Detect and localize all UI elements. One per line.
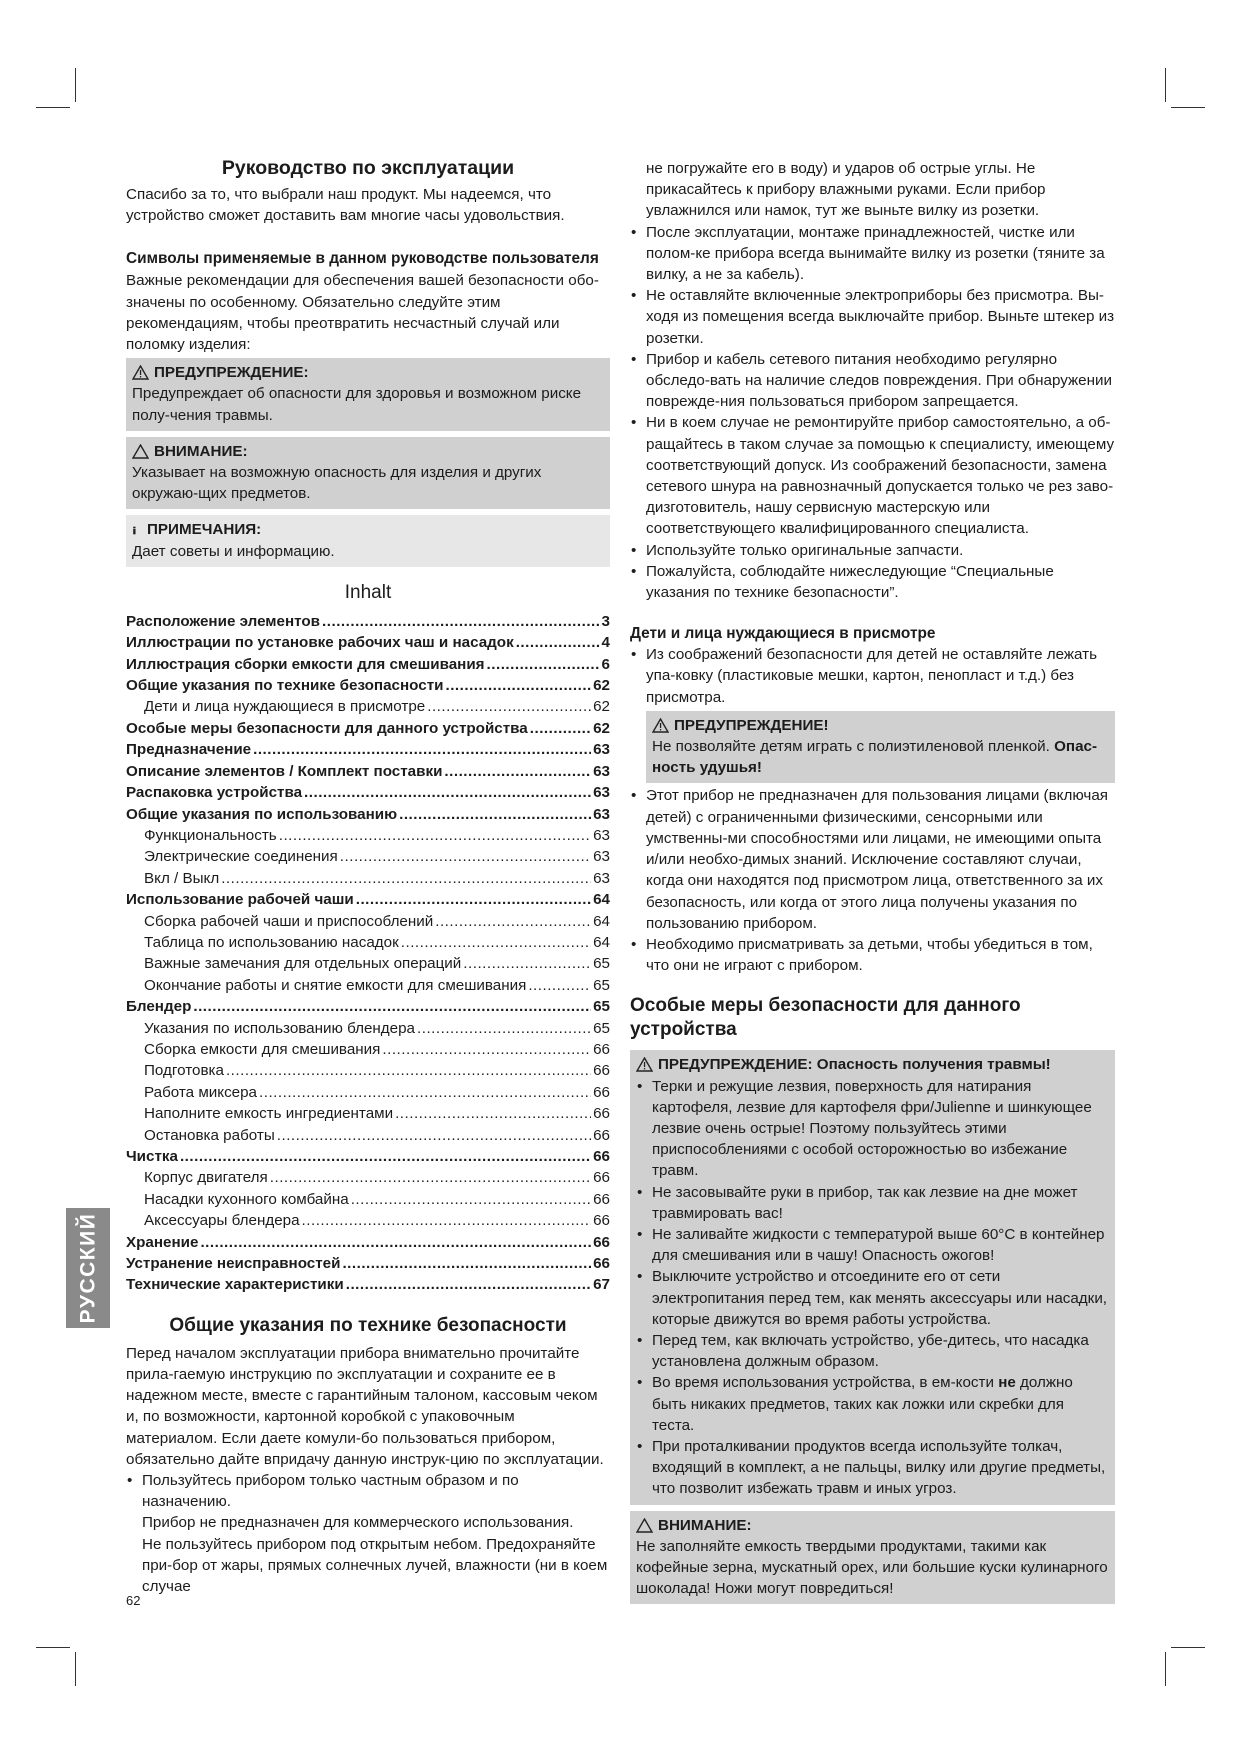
children-bullet-list (630, 785, 1115, 976)
toc-page-number: 64 (593, 891, 610, 909)
toc-row (126, 996, 610, 1017)
toc-dot-leader (382, 1039, 591, 1060)
toc-page-number: 62 (593, 698, 610, 716)
toc-dot-leader (401, 932, 591, 953)
toc-dot-leader (277, 1125, 591, 1146)
safety-bullet-1: Пользуйтесь прибором только частным образом и по назначению. (142, 1472, 519, 1511)
toc-entry-title: Чистка (126, 1148, 178, 1165)
toc-dot-leader (530, 718, 591, 739)
toc-entry-title: Работа миксера (144, 1083, 258, 1101)
toc-page-number: 66 (593, 1083, 610, 1101)
toc-dot-leader (253, 739, 591, 760)
caution-box (126, 437, 610, 510)
toc-page-number: 63 (593, 826, 610, 844)
toc-entry-title: Распаковка устройства (126, 784, 303, 802)
toc-entry-title: Иллюстрация сборки емкости для смешивания (126, 655, 485, 673)
children-warning-text (652, 736, 1109, 778)
toc-page-number: 66 (593, 1233, 610, 1251)
list-item: • При проталкивании продуктов всегда используйте толкач, входящий в комплект, а не пальцы, вилку или другие предметы, что позволит избежать травм и иных угроз. (636, 1436, 1109, 1500)
caution-text: Указывает на возможную опасность для изделия и других окружаю-щих предметов. (132, 464, 542, 503)
page-number: 62 (126, 1593, 141, 1608)
symbols-text: Важные рекомендации для обеспечения вашей безопасности обо-значены по особенному. Обязательно следуйте этим рекомендациям, чтобы преотвратить несчастный случай или поломку изделия: (126, 272, 599, 354)
toc-entry-title: Предназначение (126, 741, 252, 759)
language-side-tab (66, 1208, 110, 1328)
toc-entry-title: Вкл / Выкл (144, 869, 220, 887)
list-item: • Из соображений безопасности для детей не оставляйте лежать упа-ковку (пластиковые мешки, картон, пенопласт и т.д.) без присмотра. (630, 644, 1115, 708)
toc-dot-leader (427, 696, 591, 717)
crop-mark-bottom-left-h (36, 1647, 70, 1648)
crop-mark-bottom-left-v (75, 1652, 76, 1686)
toc-entry-title: Общие указания по использованию (126, 805, 398, 823)
toc-entry-title: Особые меры безопасности для данного устройства (126, 719, 528, 737)
toc-page-number: 66 (593, 1040, 610, 1058)
safety-intro: Перед началом эксплуатации прибора внимательно прочитайте прила-гаемую инструкцию по эксплуатации и сохраните ее в надежном месте, вместе с гарантийным талоном, кассовым чеком и, по возможности, картонной коробкой с упаковочным материалом. Если даете комули-бо пользоваться прибором, обязательно дайте впридачу данную инструк-цию по эксплуатации. (126, 1344, 604, 1468)
safety-bullet-1-line2: Прибор не предназначен для коммерческого использования. (142, 1514, 574, 1532)
toc-row (126, 1210, 610, 1231)
warning-triangle-icon (132, 365, 149, 380)
toc-dot-leader (180, 1146, 591, 1167)
toc-page-number: 66 (593, 1169, 610, 1187)
toc-dot-leader (435, 911, 591, 932)
note-box-title (132, 519, 604, 540)
toc-page-number: 66 (593, 1126, 610, 1144)
warning-box-title (132, 362, 604, 383)
toc-entry-title: Указания по использованию блендера (144, 1019, 416, 1037)
toc-dot-leader (395, 1103, 591, 1124)
toc-page-number: 62 (593, 677, 610, 695)
toc-row (126, 739, 610, 760)
toc-dot-leader (417, 1018, 591, 1039)
list-item: • После эксплуатации, монтаже принадлежностей, чистке или полом-ке прибора всегда вынимайте вилку из розетки (тяните за вилку, а не за кабель). (630, 222, 1115, 286)
special-bullet-list-tail (636, 1372, 1109, 1499)
list-item: • Ни в коем случае не ремонтируйте прибор самостоятельно, а об-ращайтесь в таком случае за помощью к специалисту, имеющему соответствующий допуск. Из соображений безопасности, замена сетевого шнура на равнозначный допускается только че рез заво-дизготовитель, нашу сервисную мастерскую или соответствующего квалифицированного специалиста. (630, 412, 1115, 539)
toc-page-number: 65 (593, 976, 610, 994)
toc-dot-leader (270, 1167, 591, 1188)
toc-entry-title: Функциональность (144, 826, 277, 844)
list-item: • Выключите устройство и отсоедините его от сети электропитания перед тем, как менять аксессуары или насадки, которые движутся во время работы устройства. (636, 1266, 1109, 1330)
toc-entry-title: Использование рабочей чаши (126, 891, 354, 909)
list-item: • Необходимо присматривать за детьми, чтобы убедиться в том, что они не играют с прибором. (630, 934, 1115, 976)
list-item: • Перед тем, как включать устройство, убе-дитесь, что насадка установлена должным образом. (636, 1330, 1109, 1372)
toc-entry-title: Важные замечания для отдельных операций (144, 955, 462, 973)
toc-dot-leader (346, 1274, 591, 1295)
toc-entry-title: Корпус двигателя (144, 1169, 268, 1187)
toc-page-number: 63 (593, 869, 610, 887)
right-caution-text: Не заполняйте емкость твердыми продуктами, такими как кофейные зерна, мускатный орех, или большие куски кулинарного шоколада! Ножи могут повредиться! (636, 1537, 1108, 1598)
toc-dot-leader (516, 632, 600, 653)
toc-entry-title: Хранение (126, 1233, 199, 1251)
right-caution-title (636, 1515, 1109, 1536)
toc-row (126, 1082, 610, 1103)
safety-title: Общие указания по технике безопасности (169, 1314, 567, 1336)
toc-row (126, 696, 610, 717)
info-icon (132, 523, 142, 538)
toc-row (126, 1018, 610, 1039)
toc-page-number: 65 (593, 955, 610, 973)
toc-page-number: 66 (593, 1212, 610, 1230)
toc-dot-leader (342, 1253, 591, 1274)
special-title: Особые меры безопасности для данного устройства (630, 995, 1021, 1041)
toc-page-number: 64 (593, 933, 610, 951)
toc-entry-title: Сборка рабочей чаши и приспособлений (144, 912, 434, 930)
children-warning-emphasis: Опас-ность удушья! (652, 738, 1098, 777)
toc-row (126, 1274, 610, 1295)
toc-row (126, 1039, 610, 1060)
safety-list (126, 1470, 610, 1597)
warning-text: Предупреждает об опасности для здоровья и возможном риске полу-чения травмы. (132, 385, 582, 424)
toc-page-number: 66 (593, 1190, 610, 1208)
toc-dot-leader (444, 761, 591, 782)
toc-row (126, 953, 610, 974)
toc-dot-leader (302, 1210, 592, 1231)
toc-page-number: 62 (593, 719, 610, 737)
list-item (636, 1372, 1109, 1436)
toc-page-number: 63 (593, 762, 610, 780)
list-item: • Используйте только оригинальные запчасти. (630, 540, 1115, 561)
list-item: • Терки и режущие лезвия, поверхность для натирания картофеля, лезвие для картофеля фри/Julienne и шинкующее лезвие очень острые! Поэтому пользуйтесь этими приспособлениями с особой осторожностью во избежание травм. (636, 1076, 1109, 1182)
special-warning-box (630, 1050, 1115, 1504)
list-item: • Не заливайте жидкости с температурой выше 60°C в контейнер для смешивания или в чашу! Опасность ожогов! (636, 1224, 1109, 1266)
toc-row (126, 632, 610, 653)
toc-page-number: 65 (593, 1019, 610, 1037)
left-column (126, 156, 610, 1597)
toc-entry-title: Сборка емкости для смешивания (144, 1040, 381, 1058)
toc-row (126, 1253, 610, 1274)
toc-dot-leader (226, 1060, 591, 1081)
special-bullet-6-end: должно быть никаких предметов, таких как ложки или скребки для теста. (652, 1374, 1073, 1434)
toc-row (126, 975, 610, 996)
toc-dot-leader (193, 996, 591, 1017)
toc-entry-title: Дети и лица нуждающиеся в присмотре (144, 698, 426, 716)
toc-title: Inhalt (344, 581, 392, 603)
caution-triangle-icon (636, 1518, 653, 1533)
toc-row (126, 911, 610, 932)
toc-page-number: 66 (593, 1148, 610, 1165)
warning-triangle-icon (636, 1057, 653, 1072)
caution-label: ВНИМАНИЕ: (154, 442, 248, 460)
list-item: • Этот прибор не предназначен для пользования лицами (включая детей) с ограниченными физическими, сенсорными или умственны-ми способностями или лицами, не имеющими опыта и/или необхо-димых знаний. Исключение составляют случаи, когда они находятся под присмотром лица, ответственного за их безопасность, или когда от этого лица получены указания по пользованию прибором. (630, 785, 1115, 933)
toc-row (126, 611, 610, 632)
special-bullet-6-emphasis: не (998, 1374, 1016, 1392)
warning-triangle-icon (652, 718, 669, 733)
toc-dot-leader (279, 825, 591, 846)
toc-page-number: 66 (593, 1062, 610, 1080)
crop-mark-top-left-v (75, 68, 76, 102)
crop-mark-bottom-right-v (1165, 1652, 1166, 1686)
special-warning-title (636, 1054, 1109, 1075)
toc-entry-title: Общие указания по технике безопасности (126, 677, 444, 695)
toc-entry-title: Насадки кухонного комбайна (144, 1190, 349, 1208)
children-warning-label: ПРЕДУПРЕЖДЕНИЕ! (674, 716, 829, 734)
special-bullet-list (636, 1076, 1109, 1373)
toc-row (126, 1125, 610, 1146)
intro-text: Спасибо за то, что выбрали наш продукт. Мы надеемся, что устройство сможет доставить вам многие часы удовольствия. (126, 186, 565, 225)
toc-dot-leader (356, 889, 591, 910)
toc-dot-leader (399, 804, 591, 825)
language-label: РУССКИЙ (76, 1212, 100, 1324)
toc-row (126, 761, 610, 782)
list-item: • Прибор и кабель сетевого питания необходимо регулярно обследо-вать на наличие следов повреждения. При обнаружении поврежде-ния пользоваться прибором запрещается. (630, 349, 1115, 413)
crop-mark-top-left-h (36, 107, 70, 108)
toc-row (126, 1060, 610, 1081)
crop-mark-top-right-h (1171, 107, 1205, 108)
toc-dot-leader (259, 1082, 591, 1103)
toc-entry-title: Подготовка (144, 1062, 224, 1080)
toc-entry-title: Устранение неисправностей (126, 1255, 341, 1273)
toc-row (126, 1189, 610, 1210)
toc-row (126, 718, 610, 739)
toc-dot-leader (200, 1232, 591, 1253)
toc-dot-leader (304, 782, 591, 803)
toc-dot-leader (351, 1189, 591, 1210)
toc-page-number: 63 (593, 784, 610, 802)
list-item: • Не оставляйте включенные электроприборы без присмотра. Вы-ходя из помещения всегда выключайте прибор. Выньте штекер из розетки. (630, 285, 1115, 349)
toc-row (126, 825, 610, 846)
special-warning-label: ПРЕДУПРЕЖДЕНИЕ: Опасность получения травмы! (658, 1056, 1051, 1074)
toc-row (126, 782, 610, 803)
table-of-contents (126, 611, 610, 1296)
toc-dot-leader (340, 846, 591, 867)
toc-entry-title: Расположение элементов (126, 612, 321, 630)
children-heading: Дети и лица нуждающиеся в присмотре (630, 625, 936, 643)
list-item: • Пожалуйста, соблюдайте нижеследующие “Специальные указания по технике безопасности”. (630, 561, 1115, 603)
toc-row (126, 1146, 610, 1167)
toc-dot-leader (487, 654, 600, 675)
children-warning-title (652, 715, 1109, 736)
note-text: Дает советы и информацию. (132, 542, 335, 560)
toc-entry-title: Остановка работы (144, 1126, 275, 1144)
toc-row (126, 654, 610, 675)
toc-page-number: 66 (593, 1255, 610, 1273)
toc-dot-leader (463, 953, 591, 974)
toc-dot-leader (322, 611, 600, 632)
toc-entry-title: Электрические соединения (144, 848, 338, 866)
toc-row (126, 868, 610, 889)
warning-label: ПРЕДУПРЕЖДЕНИЕ: (154, 364, 309, 382)
safety-bullet-1-line3: Не пользуйтесь прибором под открытым небом. Предохраняйте при-бор от жары, прямых солнечных лучей, влажности (ни в коем случае (142, 1535, 608, 1596)
toc-dot-leader (221, 868, 591, 889)
toc-page-number: 63 (593, 848, 610, 866)
crop-mark-top-right-v (1165, 68, 1166, 102)
toc-dot-leader (528, 975, 591, 996)
crop-mark-bottom-right-h (1171, 1647, 1205, 1648)
toc-page-number: 65 (593, 998, 610, 1016)
caution-triangle-icon (132, 444, 149, 459)
list-item (126, 1470, 610, 1597)
continued-text: не погружайте его в воду) и ударов об острые углы. Не прикасайтесь к прибору влажными руками. Если прибор увлажнился или намок, тут же выньте вилку из розетки. (646, 160, 1046, 220)
toc-row (126, 932, 610, 953)
toc-row (126, 846, 610, 867)
toc-page-number: 66 (593, 1105, 610, 1123)
toc-entry-title: Наполните емкость ингредиентами (144, 1105, 394, 1123)
children-warning-body: Не позволяйте детям играть с полиэтиленовой пленкой. (652, 738, 1050, 756)
children-warning-box (646, 711, 1115, 784)
note-box (126, 515, 610, 566)
toc-entry-title: Технические характеристики (126, 1276, 344, 1294)
toc-page-number: 3 (601, 612, 610, 630)
special-bullet-6-start: Во время использования устройства, в ем-кости (652, 1374, 994, 1392)
right-caution-box (630, 1511, 1115, 1605)
toc-row (126, 675, 610, 696)
symbols-heading: Символы применяемые в данном руководстве пользователя (126, 250, 599, 268)
toc-entry-title: Таблица по использованию насадок (144, 933, 399, 951)
children-list (630, 644, 1115, 708)
toc-row (126, 804, 610, 825)
toc-entry-title: Аксессуары блендера (144, 1212, 300, 1230)
toc-page-number: 67 (593, 1276, 610, 1294)
manual-title: Руководство по эксплуатации (221, 157, 515, 179)
right-column (630, 156, 1115, 1604)
toc-row (126, 1232, 610, 1253)
toc-entry-title: Описание элементов / Комплект поставки (126, 762, 443, 780)
toc-dot-leader (445, 675, 591, 696)
toc-page-number: 63 (593, 805, 610, 823)
toc-page-number: 63 (593, 741, 610, 759)
toc-row (126, 1103, 610, 1124)
list-item: • Не засовывайте руки в прибор, так как лезвие на дне может травмировать вас! (636, 1182, 1109, 1224)
toc-entry-title: Блендер (126, 998, 192, 1016)
toc-entry-title: Иллюстрации по установке рабочих чаш и насадок (126, 634, 514, 652)
toc-page-number: 64 (593, 912, 610, 930)
warning-box (126, 358, 610, 431)
right-caution-label: ВНИМАНИЕ: (658, 1516, 752, 1534)
toc-page-number: 4 (601, 634, 610, 652)
right-bullet-list (630, 222, 1115, 604)
toc-page-number: 6 (601, 655, 610, 673)
toc-entry-title: Окончание работы и снятие емкости для смешивания (144, 976, 527, 994)
note-label: ПРИМЕЧАНИЯ: (147, 521, 262, 539)
toc-row (126, 889, 610, 910)
toc-row (126, 1167, 610, 1188)
caution-box-title (132, 441, 604, 462)
